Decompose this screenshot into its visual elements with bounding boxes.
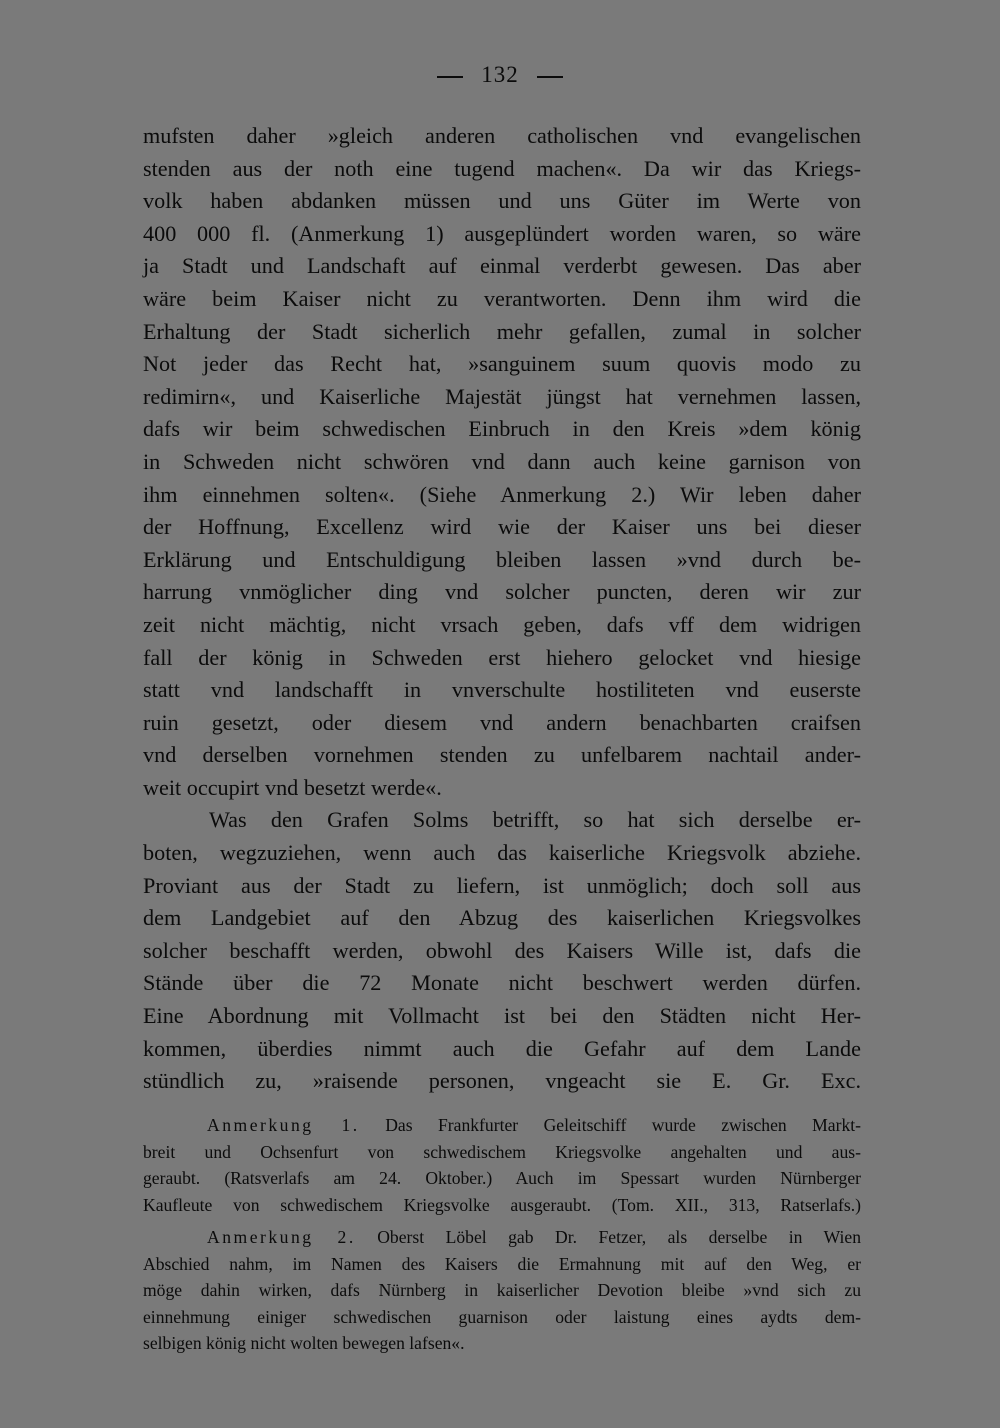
footnote-line: möge dahin wirken, dafs Nürnberg in kaiserlicher Devotion bleibe »vnd sich zu xyxy=(143,1280,861,1300)
body-line: der Hoffnung, Excellenz wird wie der Kaiser uns bei dieser xyxy=(143,514,861,540)
body-line: Stände über die 72 Monate nicht beschwert werden dürfen. xyxy=(143,970,861,996)
body-line: Eine Abordnung mit Vollmacht ist bei den Städten nicht Her- xyxy=(143,1003,861,1029)
body-line: Proviant aus der Stadt zu liefern, ist unmöglich; doch soll aus xyxy=(143,872,861,898)
body-line: wäre beim Kaiser nicht zu verantworten. Denn ihm wird die xyxy=(143,285,861,311)
body-line: volk haben abdanken müssen und uns Güter im Werte von xyxy=(143,188,861,214)
body-line: statt vnd landschafft in vnverschulte hostiliteten vnd euserste xyxy=(143,677,861,703)
body-line: stenden aus der noth eine tugend machen«. Da wir das Kriegs- xyxy=(143,155,861,181)
footnote-line: geraubt. (Ratsverlafs am 24. Oktober.) Auch im Spessart wurden Nürnberger xyxy=(143,1168,861,1188)
footnote-2 xyxy=(143,1224,861,1357)
body-line: fall der könig in Schweden erst hiehero gelocket vnd hiesige xyxy=(143,644,861,670)
footnote-line: Kaufleute von schwedischem Kriegsvolke ausgeraubt. (Tom. XII., 313, Ratserlafs.) xyxy=(143,1194,861,1215)
footnote-line: breit und Ochsenfurt von schwedischem Kriegsvolke angehalten und aus- xyxy=(143,1141,861,1162)
body-line: 400 000 fl. (Anmerkung 1) ausgeplündert worden waren, so wäre xyxy=(143,220,861,246)
body-line: harrung vnmöglicher ding vnd solcher puncten, deren wir zur xyxy=(143,579,861,605)
page-header xyxy=(0,62,1000,88)
footnote-text: Das Frankfurter Geleitschiff wurde zwischen Markt- xyxy=(385,1115,862,1135)
footnote-line xyxy=(143,1224,861,1251)
footnote-text: Oberst Löbel gab Dr. Fetzer, als derselbe in Wien xyxy=(377,1227,861,1247)
body-line: zeit nicht mächtig, nicht vrsach geben, dafs vff dem widrigen xyxy=(143,611,861,637)
footnote-line: einnehmung einiger schwedischen guarnison oder laistung eines aydts dem- xyxy=(143,1306,861,1327)
footnote-line xyxy=(143,1112,861,1139)
body-line: kommen, überdies nimmt auch die Gefahr auf dem Lande xyxy=(143,1035,861,1061)
body-line: Erhaltung der Stadt sicherlich mehr gefallen, zumal in solcher xyxy=(143,318,861,344)
footnote-label: Anmerkung 1. xyxy=(207,1115,360,1135)
footnote-label: Anmerkung 2. xyxy=(207,1227,356,1247)
footnote-1 xyxy=(143,1112,861,1218)
page-number: 132 xyxy=(481,62,519,87)
body-line: dem Landgebiet auf den Abzug des kaiserlichen Kriegsvolkes xyxy=(143,905,861,931)
body-line: vnd derselben vornehmen stenden zu unfelbarem nachtail ander- xyxy=(143,742,861,768)
body-line: Was den Grafen Solms betrifft, so hat sich derselbe er- xyxy=(209,807,861,833)
body-line: solcher beschafft werden, obwohl des Kaisers Wille ist, dafs die xyxy=(143,937,861,963)
header-dash-left xyxy=(437,76,463,78)
body-text xyxy=(143,120,861,1098)
footnote-line: selbigen könig nicht wolten bewegen lafsen«. xyxy=(143,1333,465,1353)
body-line: ja Stadt und Landschaft auf einmal verderbt gewesen. Das aber xyxy=(143,253,861,279)
body-line: stündlich zu, »raisende personen, vngeacht sie E. Gr. Exc. xyxy=(143,1068,861,1094)
body-line: mufsten daher »gleich anderen catholischen vnd evangelischen xyxy=(143,123,861,148)
body-line: ihm einnehmen solten«. (Siehe Anmerkung 2.) Wir leben daher xyxy=(143,481,861,507)
footnote-line: Abschied nahm, im Namen des Kaisers die Ermahnung mit auf den Weg, er xyxy=(143,1253,861,1274)
body-line: Not jeder das Recht hat, »sanguinem suum quovis modo zu xyxy=(143,351,861,377)
body-line: weit occupirt vnd besetzt werde«. xyxy=(143,774,442,800)
body-line: dafs wir beim schwedischen Einbruch in den Kreis »dem könig xyxy=(143,416,861,442)
body-line: Erklärung und Entschuldigung bleiben lassen »vnd durch be- xyxy=(143,546,861,572)
header-dash-right xyxy=(537,76,563,78)
body-line: in Schweden nicht schwören vnd dann auch keine garnison von xyxy=(143,448,861,474)
body-line: boten, wegzuziehen, wenn auch das kaiserliche Kriegsvolk abziehe. xyxy=(143,840,861,866)
body-line: ruin gesetzt, oder diesem vnd andern benachbarten craifsen xyxy=(143,709,861,735)
footnotes xyxy=(143,1112,861,1357)
body-line: redimirn«, und Kaiserliche Majestät jüngst hat vernehmen lassen, xyxy=(143,383,861,409)
